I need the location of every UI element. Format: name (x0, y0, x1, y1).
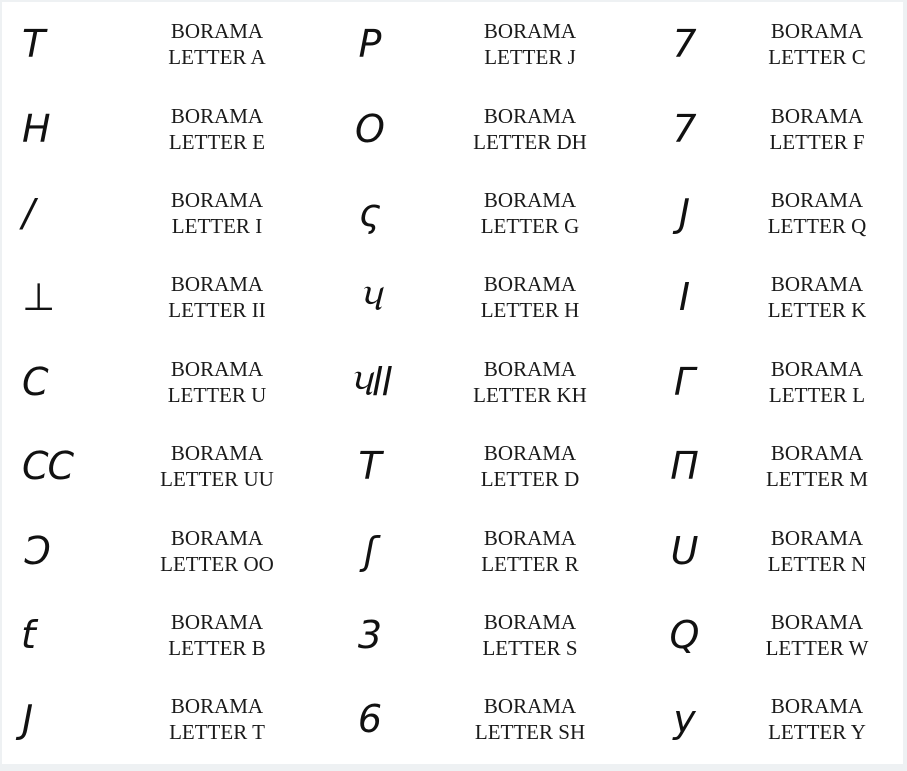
letter-name (731, 356, 903, 408)
letter-glyph: ς (358, 190, 381, 235)
letter-glyph: I (678, 275, 690, 320)
letter-name-line2: LETTER W (765, 635, 869, 660)
letter-glyph: T (22, 22, 45, 67)
letter-name-line1: BORAMA (483, 356, 577, 381)
letter-name-line2: LETTER DH (473, 129, 587, 154)
letter-name-line2: LETTER D (480, 467, 580, 492)
letter-glyph: J (678, 190, 690, 235)
letter-name-line1: BORAMA (170, 356, 264, 381)
letter-name-line2: LETTER Y (768, 720, 866, 745)
letter-name-line2: LETTER J (484, 45, 576, 70)
letter-name-line1: BORAMA (170, 187, 264, 212)
letter-glyph: O (355, 106, 384, 151)
letter-name-line1: BORAMA (170, 272, 264, 297)
letter-glyph: P (358, 22, 381, 67)
letter-glyph: C (22, 359, 48, 404)
letter-glyph: ⊥ (22, 275, 55, 320)
letter-name-line2: LETTER B (168, 635, 266, 660)
letter-name (731, 103, 903, 155)
letter-name-line2: LETTER Q (767, 213, 867, 238)
letter-name-line1: BORAMA (483, 187, 577, 212)
letter-glyph: 6 (357, 697, 382, 742)
letter-name (731, 187, 903, 239)
letter-name-line2: LETTER M (765, 467, 869, 492)
letter-glyph: T (358, 444, 381, 489)
letter-name-line2: LETTER G (480, 213, 580, 238)
letter-glyph: ƭ (22, 612, 36, 657)
letter-name (118, 440, 316, 492)
letter-name-line1: BORAMA (483, 103, 577, 128)
letter-glyph: Ɔ (22, 528, 48, 573)
letter-name-line2: LETTER OO (160, 551, 274, 576)
letter-name-line2: LETTER K (767, 298, 867, 323)
letter-name-line2: LETTER UU (160, 467, 274, 492)
letter-name-line1: BORAMA (770, 525, 864, 550)
letter-name (118, 18, 316, 70)
letter-name (731, 609, 903, 661)
letter-name (731, 525, 903, 577)
letter-glyph: Q (669, 612, 699, 657)
letter-name-line2: LETTER C (768, 45, 866, 70)
letter-name-line2: LETTER N (767, 551, 867, 576)
letter-glyph: 7 (672, 22, 696, 67)
letter-name (118, 525, 316, 577)
letter-name-line2: LETTER T (169, 720, 265, 745)
letter-name-line1: BORAMA (170, 441, 264, 466)
letter-name-line1: BORAMA (483, 609, 577, 634)
letter-name-line2: LETTER F (769, 129, 865, 154)
letter-glyph: 7 (672, 106, 696, 151)
letter-name-line1: BORAMA (770, 19, 864, 44)
letter-glyph: J (22, 697, 33, 742)
letter-name (118, 609, 316, 661)
letter-name-line1: BORAMA (483, 272, 577, 297)
letter-name-line2: LETTER E (168, 129, 266, 154)
letter-name (423, 356, 637, 408)
letter-name (118, 693, 316, 745)
letter-name-line2: LETTER R (481, 551, 579, 576)
letter-glyph: CC (22, 444, 74, 489)
letter-name-line2: LETTER KH (473, 382, 587, 407)
letter-name-line1: BORAMA (170, 103, 264, 128)
letter-name-line2: LETTER L (768, 382, 866, 407)
letter-name (731, 271, 903, 323)
letter-name-line1: BORAMA (770, 187, 864, 212)
letter-name-line2: LETTER A (168, 45, 266, 70)
letter-name (423, 440, 637, 492)
letter-name-line2: LETTER I (171, 213, 263, 238)
letter-name (423, 693, 637, 745)
letter-glyph: Γ (673, 359, 695, 404)
letter-name (731, 18, 903, 70)
letter-glyph: ૫ (357, 275, 382, 320)
letter-name-line1: BORAMA (170, 609, 264, 634)
letter-name-line1: BORAMA (770, 609, 864, 634)
letter-name-line1: BORAMA (770, 103, 864, 128)
letter-name (731, 693, 903, 745)
letter-name-line1: BORAMA (483, 525, 577, 550)
letter-name-line1: BORAMA (483, 694, 577, 719)
letter-glyph: ʃ (363, 528, 376, 573)
letter-glyph: y (673, 697, 695, 742)
letter-glyph: Π (670, 444, 698, 489)
letter-glyph: U (670, 528, 698, 573)
letter-name (118, 271, 316, 323)
letter-name (423, 18, 637, 70)
borama-letter-chart (2, 2, 903, 764)
letter-name (118, 356, 316, 408)
letter-name-line1: BORAMA (170, 694, 264, 719)
letter-name (731, 440, 903, 492)
letter-name-line1: BORAMA (483, 19, 577, 44)
letter-name-line1: BORAMA (770, 694, 864, 719)
letter-name (423, 271, 637, 323)
letter-glyph: / (22, 190, 34, 235)
letter-name-line2: LETTER S (482, 635, 578, 660)
letter-name (423, 525, 637, 577)
letter-name-line1: BORAMA (170, 525, 264, 550)
letter-name-line2: LETTER H (480, 298, 580, 323)
letter-name-line1: BORAMA (170, 19, 264, 44)
letter-name-line2: LETTER SH (474, 720, 586, 745)
letter-glyph: 3 (357, 612, 382, 657)
letter-name-line1: BORAMA (770, 272, 864, 297)
letter-name-line1: BORAMA (483, 441, 577, 466)
letter-name (118, 187, 316, 239)
letter-name-line1: BORAMA (770, 441, 864, 466)
letter-name-line2: LETTER U (167, 382, 267, 407)
letter-name-line1: BORAMA (770, 356, 864, 381)
letter-name (423, 187, 637, 239)
letter-name-line2: LETTER II (168, 298, 266, 323)
letter-name (423, 103, 637, 155)
letter-glyph: H (22, 106, 50, 151)
letter-name (118, 103, 316, 155)
letter-glyph: ૫ll (347, 359, 392, 404)
letter-name (423, 609, 637, 661)
